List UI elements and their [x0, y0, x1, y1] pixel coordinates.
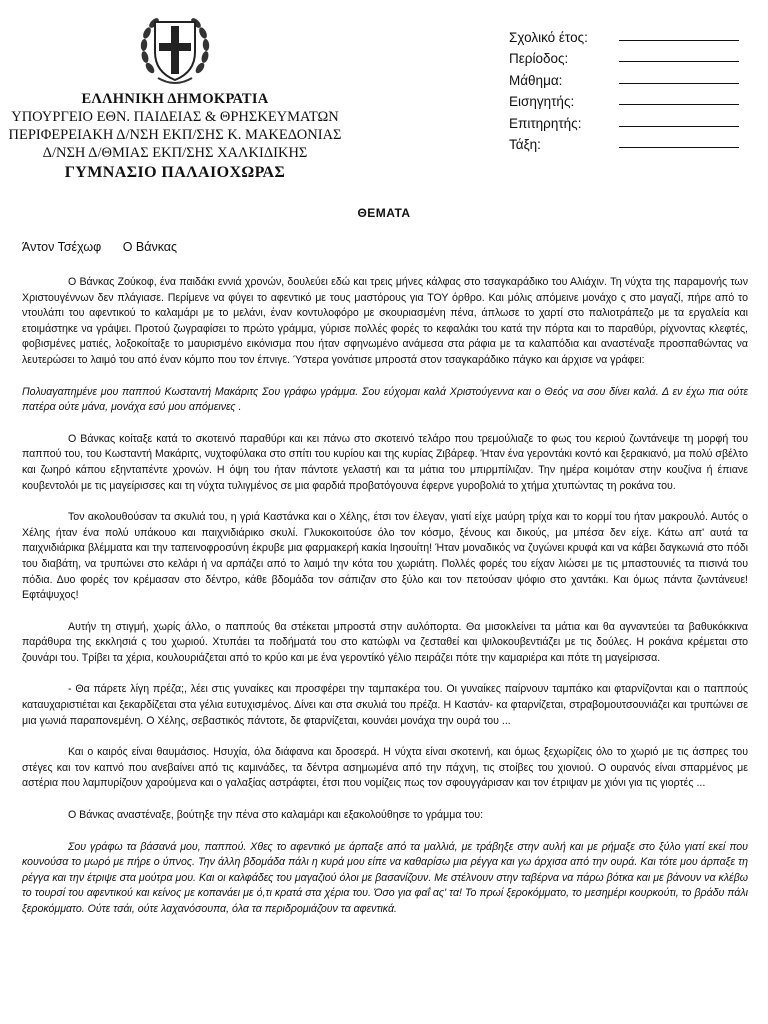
teacher-label: Εισηγητής:: [509, 94, 575, 109]
school-year-blank: [619, 40, 739, 41]
paragraph: Αυτήν τη στιγμή, χωρίς άλλο, ο παππούς θα στέκεται μπροστά στην αυλόπορτα. Θα μισοκλείνει τα μάτια και θα αγναντεύει τα βαθυκόκκινα παράθυρα της εκκλησιά ς του χωριού. Χτυπάει τα ποδήματά του στο κατώφλι να ζεσταθεί και ψιλοκουβεντιάζει με τις δούλες. Η ροκάνα κρέμεται στο ζουνάρι του. Τρίβει τα χέρια, κουλουριάζεται από το κρύο και με ένα γεροντίκό γέλιο πειράζει πότε την καμαριέρα και πότε τη μαγείρισσα.: [22, 620, 748, 664]
supervisor-blank: [619, 126, 739, 127]
regional-directorate-line: ΠΕΡΙΦΕΡΕΙΑΚΗ Δ/ΝΣΗ ΕΚΠ/ΣΗΣ Κ. ΜΑΚΕΔΟΝΙΑΣ: [8, 127, 342, 143]
teacher-row: [509, 88, 739, 110]
document-title: ΘΕΜΑΤΑ: [357, 206, 411, 220]
subject-row: [509, 66, 739, 88]
paragraph: - Θα πάρετε λίγη πρέζα;, λέει στις γυναίκες και προσφέρει την ταμπακέρα του. Οι γυναίκες παίρνουν ταμπάκο και φταρνίζονται και ο παππούς καταυχαριστιέται και ξεκαρδίζεται στα γέλια ευτυχισμένος. Δίνει και στα σκυλιά του πρέζα. Η Καστάν- κα φταρνίζεται, στραβομουτσουνιάζει και τρυπώνει σε μια γωνιά παραπονεμένη. Ο Χέλης, σεβαστικός πάντοτε, δε φταρνίζεται, κουνάει μονάχα την ουρά του ...: [22, 683, 748, 727]
subject-label: Μάθημα:: [509, 72, 563, 88]
class-label: Τάξη:: [509, 137, 541, 152]
period-label: Περίοδος:: [509, 51, 569, 66]
period-blank: [619, 61, 739, 62]
ministry-line: ΥΠΟΥΡΓΕΙΟ ΕΘΝ. ΠΑΙΔΕΙΑΣ & ΘΡΗΣΚΕΥΜΑΤΩΝ: [11, 109, 339, 125]
work-title: Ο Βάνκας: [122, 240, 178, 254]
greek-coat-of-arms-icon: [138, 10, 212, 90]
supervisor-row: [509, 109, 739, 131]
issuer-header: [0, 90, 350, 184]
author-name: Άντον Τσέχωφ: [22, 240, 102, 254]
teacher-blank: [619, 104, 739, 105]
school-year-row: [509, 23, 739, 45]
school-year-label: Σχολικό έτος:: [509, 29, 588, 45]
secondary-directorate-line: Δ/ΝΣΗ Δ/ΘΜΙΑΣ ΕΚΠ/ΣΗΣ ΧΑΛΚΙΔΙΚΗΣ: [42, 145, 308, 161]
story-text: [22, 275, 748, 918]
letter-paragraph: Σου γράφω τα βάσανά μου, παππού. Χθες το αφεντικό με άρπαξε από τα μαλλιά, με τράβηξε στην αυλή και με ρήμαξε στο ξύλο γιατί εκεί που κουνούσα το μωρό με πήρε ο ύπνος. Την άλλη βδομάδα πάλι η κυρά μου είπε να καθαρίσω μια ρέγγα και γω άρχισα από την ουρά. Και τότε μου άρπαξε τη ρέγγα και την έτριψε στα μούτρα μου. Και οι καλφάδες του μαγαζιού όλοι με βασανίζουν. Με στέλνουν στην ταβέρνα να πάρω βότκα και με βάνουν να κλέβω το τουρσί του αφεντικού και κείνος με κοπανάει με ό,τι κρατά στα χέρια του. Όσο για φαΐ ας' τα! Το πρωί ξεροκόμματο, το μεσημέρι κουρκούτι, το βράδυ πάλι ξεροκόμματο. Ούτε τσάι, ούτε λαχανόσουπα, όλα τα περιδρομιάζουν τα αφεντικά.: [22, 840, 748, 915]
byline: [22, 240, 177, 254]
paragraph: Ο Βάνκας κοίταξε κατά το σκοτεινό παραθύρι και κει πάνω στο σκοτεινό τελάρο που τρεμούλιαζε το φως του κεριού ζωντάνεψε τη μορφή του παππού του, του Κωσταντή Μακάριτς, νυχτοφύλακα στο σπίτι του κυρίου και της κυρίας Ζιβάρεφ. Ήταν ένα γεροντάκι κοντό και ξερακιανό, μα πολύ σβέλτο και ζωηρό κάπου εξηνταπέντε χρονών. Η όψη του ήταν πάντοτε γελαστή και τα μάτια του μπιρμπίλιζαν. Την ημέρα κοιμόταν στην κουζίνα ή έπιανε κουβεντολόι με τις μαγείρισσες και τη νύχτα τυλιγμένος σε μια φαρδιά προβατόγουνα έφερνε γυροβολιά το χτήμα χτυπώντας τη ροκάνα του.: [22, 432, 748, 492]
paragraph: Και ο καιρός είναι θαυμάσιος. Ησυχία, όλα διάφανα και δροσερά. Η νύχτα είναι σκοτεινή, και όμως ξεχωρίζεις όλο το χωριό με τις άσπρες του στέγες και τον καπνό που ανεβαίνει από τις καμινάδες, τα δέντρα ασημωμένα από την πάχνη, τις στοίβες του χιονιού. Ο ουρανός είναι σπαρμένος με αστέρια που λαμπυρίζουν χαρούμενα και ο γαλαξίας αστράφτει, έτσι που νομίζεις πως τον σφουγγάρισαν και τον έτριψαν με χιόνι για τις γιορτές ...: [22, 746, 748, 790]
period-row: [509, 45, 739, 67]
class-row: [509, 131, 739, 153]
exam-info-fields: [509, 23, 739, 152]
class-blank: [619, 147, 739, 148]
subject-blank: [619, 83, 739, 84]
supervisor-label: Επιτηρητής:: [509, 115, 582, 131]
paragraph: Ο Βάνκας Ζούκοφ, ένα παιδάκι εννιά χρονών, δουλεύει εδώ και τρεις μήνες κάλφας στο τσαγκαράδικο του Αλιάχιν. Τη νύχτα της παραμονής των Χριστουγέννων δεν πλάγιασε. Περίμενε να φύγει το αφεντικό με τους μαστόρους για ΤΟΥ όρθρο. Και μόλις απόμεινε μονάχο ς στο μαγαζί, πήρε από το ντουλάπι του αφεντικού το καλαμάρι με το μελάνι, έναν κοντυλοφόρο με σκουριασμένη πένα, άπλωσε το χαρτί στο παλιοτράπεζο με τα εργαλεία και ετοιμάστηκε να γράψει. Προτού ζωγραφίσει το πρώτο γράμμα, γύρισε πολλές φορές το κεφαλάκι του κατά την πόρτα και το παραθύρι, ρίχνοντας κλεφτές, φοβισμένες ματιές, λοξοκοίταξε το μαυρισμένο εικόνισμα που ήταν σφηνωμένο ανάμεσα στα ράφια με τα καλαπόδια και αναστέναξε προσπαθώντας να λευτερώσει το λαιμό του από έναν κόμπο που τον έπνιγε. Ύστερα γονάτισε μπροστά στον τσαγκαράδικο πάγκο και άρχισε να γράφει:: [22, 276, 748, 366]
paragraph: Ο Βάνκας αναστέναξε, βούτηξε την πένα στο καλαμάρι και εξακολούθησε το γράμμα του:: [68, 809, 484, 822]
school-name: ΓΥΜΝΑΣΙΟ ΠΑΛΑΙΟΧΩΡΑΣ: [64, 164, 286, 181]
paragraph: Τον ακολουθούσαν τα σκυλιά του, η γριά Καστάνκα και ο Χέλης, έτσι τον έλεγαν, γιατί είχε μαύρη τρίχα και το κορμί του ήταν μακρουλό. Αυτός ο Χέλης ήταν ένα πολύ υπάκουο και παιχνιδιάρικο σκυλί. Γλυκοκοιτούσε όλο τον κόσμο, ξένους και δικούς, μα μπέσα δεν είχε. Κάτω απ' αυτά τα παιχνιδιάρικα βλέμματα και την ταπεινοφροσύνη έκρυβε μια φαρμακερή κακία Ιησουίτη! Ήταν μοναδικός να ζυγώνει κρυφά και να κάβει δαγκωνιά στο πόδι του διαβάτη, να τρυπώνει στο κελάρι ή να αρπάζει από το λαιμό την κότα του χωριάτη. Πολλές φορές του είχαν λιώσει με τις μπαστουνιές τα πισινά του πόδια. Δυο φορές τον κρέμασαν στο δέντρο, κάθε βδομάδα τον σάπιζαν στο ξύλο και τον πετούσαν ψόφιο στο χαντάκι. Και όμως πάντα ζωντάνευε! Εφτάψυχος!: [22, 511, 748, 602]
letter-paragraph: Πολυαγαπημένε μου παππού Κωσταντή Μακάριτς Σου γράφω γράμμα. Σου εύχομαι καλά Χριστούγεννα και ο Θεός να σου δίνει καλά. Δ εν έχω πια ούτε πατέρα ούτε μάνα, μονάχα εσύ μου απόμεινες .: [22, 385, 748, 414]
republic-title: ΕΛΛΗΝΙΚΗ ΔΗΜΟΚΡΑΤΙΑ: [81, 91, 269, 107]
